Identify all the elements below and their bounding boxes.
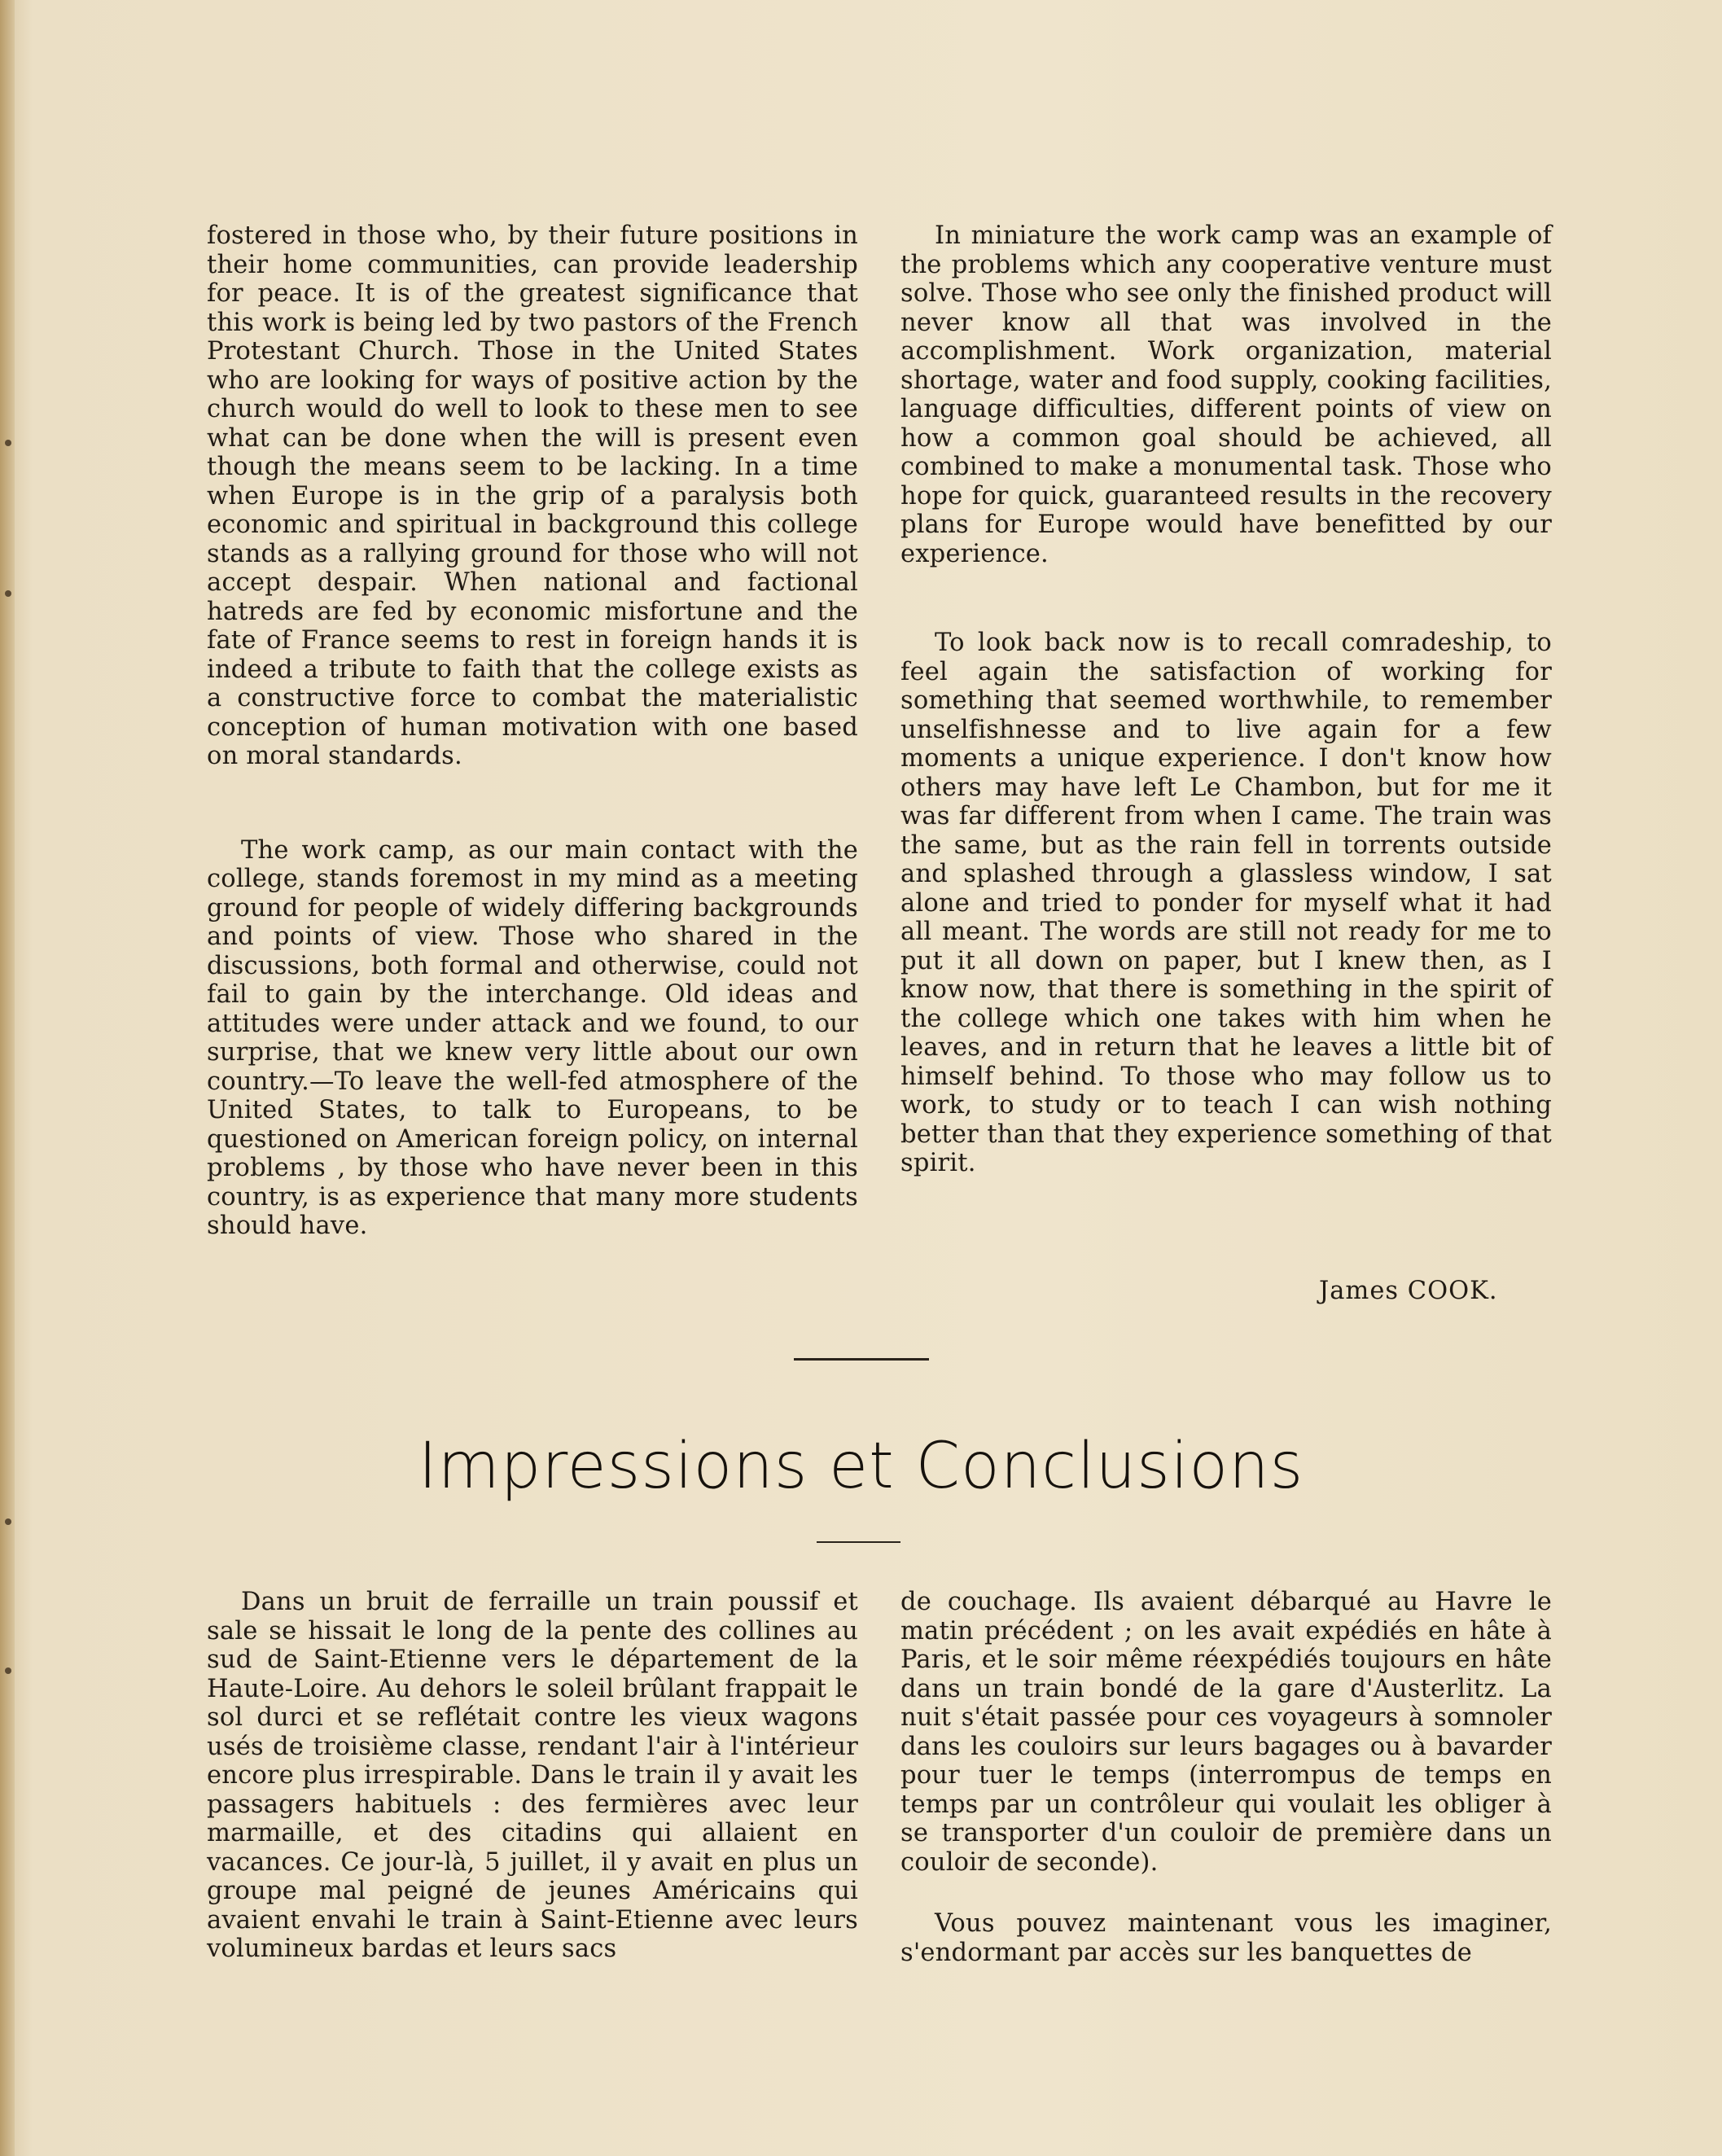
paragraph: Vous pouvez maintenant vous les imaginer, s'endormant par accès sur les banquettes de [900,1909,1552,1967]
staple-mark [5,590,11,597]
paragraph: de couchage. Ils avaient débarqué au Havre le matin précédent ; on les avait expédiés en hâte à Paris, et le soir même réexpédiés toujours en hâte dans un train bondé de la gare d'Austerlitz. La nuit s'était passée pour ces voyageurs à somnoler dans les couloirs sur leurs bagages ou à bavarder pour tuer le temps (interrompus de temps en temps par un contrôleur qui voulait les obliger à se transporter d'un couloir de première dans un couloir de seconde). [900,1588,1552,1877]
article-column-bottom-right [900,1588,1552,1967]
page-binding-edge [0,0,15,2156]
author-signature: James COOK. [1319,1277,1498,1305]
paragraph: To look back now is to recall comradeship, to feel again the satisfaction of working for something that seemed worthwhile, to remember unselfishnesse and to live again for a few moments a unique experience. I don't know how others may have left Le Chambon, but for me it was far different from when I came. The train was the same, but as the rain fell in torrents outside and splashed through a glassless window, I sat alone and tried to ponder for myself what it had all meant. The words are still not ready for me to put it all down on paper, but I knew then, as I know now, that there is something in the spirit of the college which one takes with him when he leaves, and in return that he leaves a little bit of himself behind. To those who may follow us to work, to study or to teach I can wish nothing better than that they experience something of that spirit. [900,629,1552,1177]
heading-underline [817,1541,900,1543]
staple-mark [5,1518,11,1525]
article-column-top-right [900,221,1552,1178]
section-heading: Impressions et Conclusions [418,1430,1304,1503]
section-divider [794,1358,929,1361]
paragraph: In miniature the work camp was an example of the problems which any cooperative venture must solve. Those who see only the finished product will never know all that was involved in the accomplishment. Work organization, material shortage, water and food supply, cooking facilities, language difficulties, different points of view on how a common goal should be achieved, all combined to make a monumental task. Those who hope for quick, guaranteed results in the recovery plans for Europe would have benefitted by our experience. [900,221,1552,568]
article-column-top-left [207,221,858,1241]
paragraph: fostered in those who, by their future positions in their home communities, can provide leadership for peace. It is of the greatest significance that this work is being led by two pastors of the French Protestant Church. Those in the United States who are looking for ways of positive action by the church would do well to look to these men to see what can be done when the will is present even though the means seem to be lacking. In a time when Europe is in the grip of a paralysis both economic and spiritual in background this college stands as a rallying ground for those who will not accept despair. When national and factional hatreds are fed by economic misfortune and the fate of France seems to rest in foreign hands it is indeed a tribute to faith that the college exists as a constructive force to combat the materialistic conception of human motivation with one based on moral standards. [207,221,858,770]
staple-mark [5,440,11,446]
paragraph: Dans un bruit de ferraille un train poussif et sale se hissait le long de la pente des collines au sud de Saint-Etienne vers le département de la Haute-Loire. Au dehors le soleil brûlant frappait le sol durci et se reflétait contre les vieux wagons usés de troisième classe, rendant l'air à l'intérieur encore plus irrespirable. Dans le train il y avait les passagers habituels : des fermières avec leur marmaille, et des citadins qui allaient en vacances. Ce jour-là, 5 juillet, il y avait en plus un groupe mal peigné de jeunes Américains qui avaient envahi le train à Saint-Etienne avec leurs volumineux bardas et leurs sacs [207,1588,858,1963]
staple-mark [5,1667,11,1674]
article-column-bottom-left [207,1588,858,1964]
paragraph: The work camp, as our main contact with the college, stands foremost in my mind as a meeting ground for people of widely differing backgrounds and points of view. Those who shared in the discussions, both formal and otherwise, could not fail to gain by the interchange. Old ideas and attitudes were under attack and we found, to our surprise, that we knew very little about our own country.—To leave the well-fed atmosphere of the United States, to talk to Europeans, to be questioned on American foreign policy, on internal problems , by those who have never been in this country, is as experience that many more students should have. [207,835,858,1240]
